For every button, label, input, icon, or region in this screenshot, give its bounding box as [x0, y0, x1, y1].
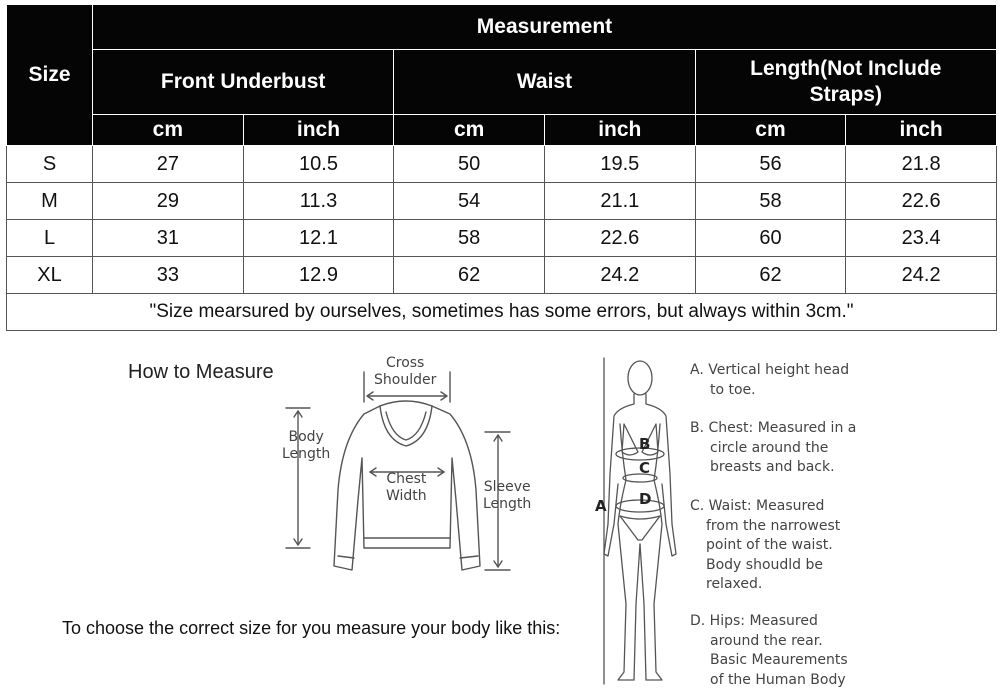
- body-length-label-line1: Body: [288, 429, 324, 445]
- legend-c-line: from the narrowest: [706, 517, 841, 534]
- legend-d: [690, 612, 848, 690]
- legend-d-line: Basic Meaurements: [710, 652, 848, 668]
- body-length-label-line2: Length: [282, 446, 331, 462]
- table-cell: 31: [93, 220, 244, 257]
- group-header-waist: Waist: [394, 50, 695, 115]
- how-to-measure-title: How to Measure: [128, 361, 274, 383]
- table-cell: 56: [695, 146, 846, 183]
- cross-shoulder-label-line2: Shoulder: [374, 372, 437, 388]
- cross-shoulder-label-line1: Cross: [385, 355, 425, 371]
- chest-width-label-line1: Chest: [386, 471, 427, 487]
- table-cell: 27: [93, 146, 244, 183]
- table-cell: 24.2: [846, 257, 997, 294]
- legend-b-line: breasts and back.: [710, 459, 835, 475]
- unit-header: cm: [93, 115, 244, 146]
- legend-c: [690, 497, 840, 595]
- measurement-header: Measurement: [93, 5, 997, 50]
- chest-width-label: [386, 471, 427, 505]
- table-cell: 12.1: [243, 220, 394, 257]
- size-cell: XL: [7, 257, 93, 294]
- choose-size-instruction: To choose the correct size for you measure your body like this:: [62, 618, 561, 638]
- unit-header: inch: [243, 115, 394, 146]
- sleeve-length-label-line2: Length: [483, 496, 532, 512]
- how-to-measure-section: [0, 340, 1000, 693]
- table-cell: 60: [695, 220, 846, 257]
- body-letter-a: A: [595, 497, 607, 515]
- size-cell: S: [7, 146, 93, 183]
- legend-d-line: of the Human Body: [710, 671, 846, 688]
- size-column-header: Size: [7, 5, 93, 146]
- body-measure-figure: [590, 354, 680, 692]
- table-cell: 58: [394, 220, 545, 257]
- legend-c-line: Body shoudld be: [706, 556, 824, 573]
- unit-header: inch: [846, 115, 997, 146]
- table-cell: 33: [93, 257, 244, 294]
- legend-a: [690, 361, 849, 400]
- table-cell: 22.6: [846, 183, 997, 220]
- table-cell: 12.9: [243, 257, 394, 294]
- legend-d-line: D. Hips: Measured: [690, 613, 818, 629]
- legend-c-line: C. Waist: Measured: [690, 498, 825, 514]
- table-cell: 11.3: [243, 183, 394, 220]
- size-cell: L: [7, 220, 93, 257]
- table-cell: 62: [394, 257, 545, 294]
- legend-c-line: relaxed.: [706, 576, 763, 592]
- table-cell: 19.5: [544, 146, 695, 183]
- legend-b-line: B. Chest: Measured in a: [690, 420, 857, 436]
- table-cell: 58: [695, 183, 846, 220]
- group-header-front-underbust: Front Underbust: [93, 50, 394, 115]
- size-cell: M: [7, 183, 93, 220]
- unit-header: cm: [394, 115, 545, 146]
- body-letter-c: C: [639, 459, 651, 477]
- sleeve-length-label-line1: Sleeve: [483, 479, 531, 495]
- table-row: [7, 146, 997, 183]
- legend-a-line: to toe.: [710, 381, 756, 398]
- chest-width-label-line2: Width: [386, 488, 427, 504]
- body-letter-b: B: [639, 435, 651, 453]
- table-cell: 54: [394, 183, 545, 220]
- table-cell: 22.6: [544, 220, 695, 257]
- table-cell: 21.1: [544, 183, 695, 220]
- table-row: [7, 183, 997, 220]
- legend-c-line: point of the waist.: [706, 537, 833, 553]
- table-cell: 50: [394, 146, 545, 183]
- table-cell: 29: [93, 183, 244, 220]
- unit-header: inch: [544, 115, 695, 146]
- legend-d-line: around the rear.: [710, 632, 823, 649]
- body-length-label: [282, 429, 330, 463]
- unit-header: cm: [695, 115, 846, 146]
- cross-shoulder-label: [374, 355, 436, 389]
- note-row: [7, 294, 997, 331]
- body-letter-d: D: [639, 490, 652, 508]
- size-note: "Size mearsured by ourselves, sometimes has some errors, but always within 3cm.": [7, 294, 997, 331]
- table-row: [7, 220, 997, 257]
- legend-a-line: A. Vertical height head: [690, 362, 850, 378]
- table-cell: 23.4: [846, 220, 997, 257]
- table-cell: 62: [695, 257, 846, 294]
- sleeve-length-label: [483, 479, 531, 513]
- legend-b-line: circle around the: [710, 439, 829, 456]
- table-row: [7, 257, 997, 294]
- size-chart-table: [6, 4, 997, 331]
- legend-b: [690, 419, 856, 478]
- group-header-length-label: Length(Not Include Straps): [750, 57, 942, 106]
- table-cell: 24.2: [544, 257, 695, 294]
- table-cell: 21.8: [846, 146, 997, 183]
- table-cell: 10.5: [243, 146, 394, 183]
- group-header-length: [695, 50, 996, 115]
